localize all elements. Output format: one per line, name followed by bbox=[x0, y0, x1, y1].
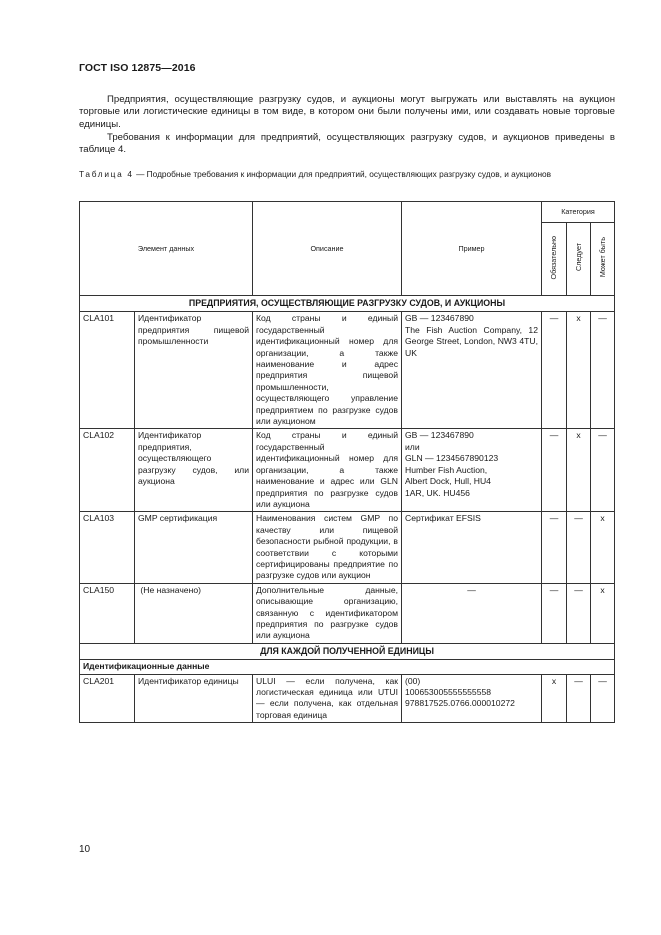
row-code: CLA201 bbox=[80, 674, 135, 723]
row-code: CLA101 bbox=[80, 312, 135, 429]
row-element-name: Идентификатор предприятия пищевой промышленности bbox=[135, 312, 253, 429]
table-caption bbox=[79, 169, 617, 180]
row-mandatory: x bbox=[542, 674, 567, 723]
row-mandatory: — bbox=[542, 429, 567, 512]
header-description: Описание bbox=[253, 202, 402, 296]
header-example: Пример bbox=[402, 202, 542, 296]
subsection-title-identification: Идентификационные данные bbox=[80, 660, 615, 674]
row-element-name: Идентификатор предприятия, осуществляющего разгрузку судов, или аукциона bbox=[135, 429, 253, 512]
table-header-row-1 bbox=[80, 202, 615, 223]
table-row bbox=[80, 512, 615, 583]
row-code: CLA103 bbox=[80, 512, 135, 583]
row-element-name: GMP сертификация bbox=[135, 512, 253, 583]
row-should: — bbox=[567, 674, 591, 723]
intro-paragraph-1: Предприятия, осуществляющие разгрузку судов, и аукционы могут выгружать или выставлять на аукцион торговые или логистические единицы в том виде, в котором они были получены ими, или создавать новые торговые единицы. bbox=[79, 94, 615, 130]
table-row bbox=[80, 429, 615, 512]
row-description: ULUI — если получена, как логистическая единица или UTUI — если получена, как отдельная торговая единица bbox=[253, 674, 402, 723]
section-row-1 bbox=[80, 296, 615, 312]
row-example: — bbox=[402, 583, 542, 643]
example-line: The Fish Auction Company, 12 George Street, London, NW3 4TU, UK bbox=[405, 324, 538, 358]
intro-paragraph-2: Требования к информации для предприятий, осуществляющих разгрузку судов, и аукционов приведены в таблице 4. bbox=[79, 132, 615, 156]
row-should: — bbox=[567, 583, 591, 643]
row-example: GB — 123467890 или GLN — 1234567890123 Humber Fish Auction, Albert Dock, Hull, HU4 1AR, UK. HU456 bbox=[402, 429, 542, 512]
row-description: Код страны и единый государственный идентификационный номер для организации, а также наименование и адрес предприятия пищевой промышленности, осуществляющего управление предприятием по разгрузке судов или аукционом bbox=[253, 312, 402, 429]
row-may: x bbox=[591, 512, 615, 583]
row-example bbox=[402, 312, 542, 429]
header-category-may bbox=[591, 223, 615, 296]
section-row-2 bbox=[80, 643, 615, 659]
header-may-label: Может быть bbox=[597, 237, 607, 278]
row-should: x bbox=[567, 429, 591, 512]
row-may: — bbox=[591, 312, 615, 429]
requirements-table bbox=[79, 201, 615, 723]
row-may: — bbox=[591, 674, 615, 723]
page-number: 10 bbox=[79, 844, 91, 855]
table-row bbox=[80, 312, 615, 429]
row-example: Сертификат EFSIS bbox=[402, 512, 542, 583]
header-category-mandatory bbox=[542, 223, 567, 296]
row-example: (00) 100653005555555558 978817525.0766.000010272 bbox=[402, 674, 542, 723]
section-title-each-unit: ДЛЯ КАЖДОЙ ПОЛУЧЕННОЙ ЕДИНИЦЫ bbox=[80, 643, 615, 659]
header-mandatory-label: Обязательно bbox=[549, 235, 559, 280]
row-element-name: (Не назначено) bbox=[135, 583, 253, 643]
example-line: GB — 123467890 bbox=[405, 313, 474, 324]
table-row bbox=[80, 674, 615, 723]
header-should-label: Следует bbox=[573, 243, 583, 272]
table-row bbox=[80, 583, 615, 643]
subsection-row bbox=[80, 660, 615, 674]
row-description: Наименования систем GMP по качеству или пищевой безопасности рыбной продукции, в соответствии с которыми сертифицированы предприятие по разгрузке судов или аукцион bbox=[253, 512, 402, 583]
table-caption-text: — Подробные требования к информации для предприятий, осуществляющих разгрузку судов, и аукционов bbox=[133, 169, 552, 179]
row-should: — bbox=[567, 512, 591, 583]
row-mandatory: — bbox=[542, 512, 567, 583]
row-element-name: Идентификатор единицы bbox=[135, 674, 253, 723]
row-may: x bbox=[591, 583, 615, 643]
row-mandatory: — bbox=[542, 583, 567, 643]
row-may: — bbox=[591, 429, 615, 512]
row-code: CLA102 bbox=[80, 429, 135, 512]
row-should: x bbox=[567, 312, 591, 429]
header-data-element: Элемент данных bbox=[80, 202, 253, 296]
table-caption-lead: Таблица 4 bbox=[79, 169, 134, 179]
document-header: ГОСТ ISO 12875—2016 bbox=[79, 62, 196, 74]
row-description: Дополнительные данные, описывающие организацию, связанную с идентификатором предприятия по разгрузке судов или аукциона bbox=[253, 583, 402, 643]
row-mandatory: — bbox=[542, 312, 567, 429]
header-category-should bbox=[567, 223, 591, 296]
header-category: Категория bbox=[542, 202, 615, 223]
section-title-enterprises: ПРЕДПРИЯТИЯ, ОСУЩЕСТВЛЯЮЩИЕ РАЗГРУЗКУ СУДОВ, И АУКЦИОНЫ bbox=[80, 296, 615, 312]
row-code: CLA150 bbox=[80, 583, 135, 643]
row-description: Код страны и единый государственный идентификационный номер для организации, а также наименование и адрес или GLN предприятия по разгрузке судов или аукциона bbox=[253, 429, 402, 512]
